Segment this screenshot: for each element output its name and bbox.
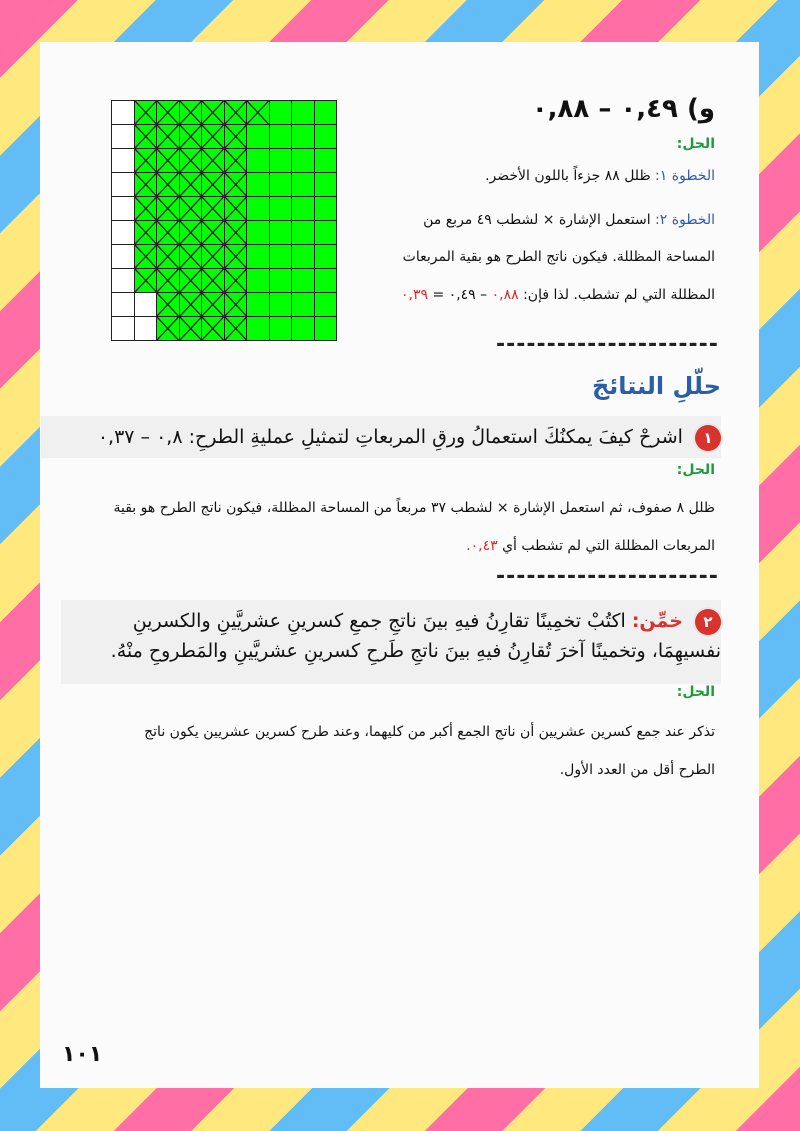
- grid-cell-crossed: [180, 173, 202, 196]
- grid-cell-shaded: [270, 245, 292, 268]
- grid-cell-crossed: [225, 173, 247, 196]
- grid-cell-shaded: [247, 125, 269, 148]
- grid-cell-crossed: [202, 221, 224, 244]
- grid-cell-shaded: [270, 125, 292, 148]
- textbook-page: [40, 42, 759, 1088]
- question-1-text: اشرحْ كيفَ يمكنُكَ استعمالُ ورقِ المربعاتِ لتمثيلِ عمليةِ الطرحِ: ٠,٨ – ٠,٣٧: [97, 426, 683, 448]
- dashed-divider-2: ----------------------: [496, 564, 719, 589]
- grid-cell-crossed: [135, 245, 157, 268]
- q1-solution-label: الحل:: [676, 462, 715, 478]
- grid-cell-crossed: [247, 101, 269, 124]
- q1-answer-line2: [466, 536, 715, 556]
- grid-cell-shaded: [292, 221, 314, 244]
- grid-cell-crossed: [135, 197, 157, 220]
- grid-cell-shaded: [315, 221, 337, 244]
- grid-cell-crossed: [202, 269, 224, 292]
- solution-label: الحل:: [676, 136, 715, 152]
- grid-cell-shaded: [315, 101, 337, 124]
- step2-line1: [423, 210, 715, 230]
- grid-cell-crossed: [180, 101, 202, 124]
- grid-cell-crossed: [225, 125, 247, 148]
- grid-cell-crossed: [157, 245, 179, 268]
- grid-cell-shaded: [315, 293, 337, 316]
- grid-cell-crossed: [135, 149, 157, 172]
- grid-cell-shaded: [292, 293, 314, 316]
- guess-label: خمِّن:: [631, 610, 683, 632]
- grid-cell-empty: [112, 149, 134, 172]
- page-number: ١٠١: [62, 1042, 103, 1067]
- grid-cell-crossed: [202, 101, 224, 124]
- grid-cell-shaded: [315, 125, 337, 148]
- grid-cell-shaded: [247, 149, 269, 172]
- grid-cell-crossed: [135, 221, 157, 244]
- grid-cell-shaded: [247, 221, 269, 244]
- grid-cell-crossed: [225, 197, 247, 220]
- step2-line3: [401, 285, 715, 305]
- grid-cell-crossed: [202, 197, 224, 220]
- dashed-divider-1: ----------------------: [496, 332, 719, 357]
- grid-cell-shaded: [315, 317, 337, 340]
- grid-cell-shaded: [270, 317, 292, 340]
- grid-cell-crossed: [135, 101, 157, 124]
- grid-cell-shaded: [270, 293, 292, 316]
- grid-cell-crossed: [225, 293, 247, 316]
- question-2-text-line2: نفسيهِمَا، وتخمينًا آخرَ تُقارِنُ فيهِ بينَ ناتجِ طَرحِ كسرينِ عشريَّينِ والمَطروحِ منْهُ.: [110, 640, 721, 662]
- grid-cell-crossed: [180, 317, 202, 340]
- grid-cell-shaded: [270, 197, 292, 220]
- grid-cell-shaded: [292, 149, 314, 172]
- grid-cell-shaded: [315, 149, 337, 172]
- grid-cell-crossed: [202, 149, 224, 172]
- q2-answer-line1: تذكر عند جمع كسرين عشريين أن ناتج الجمع أكبر من كليهما، وعند طرح كسرين عشريين يكون ناتج: [144, 724, 715, 740]
- grid-cell-shaded: [315, 173, 337, 196]
- grid-cell-crossed: [180, 149, 202, 172]
- grid-cell-shaded: [270, 221, 292, 244]
- step1-label: الخطوة ١:: [655, 168, 715, 184]
- grid-cell-crossed: [180, 197, 202, 220]
- grid-cell-crossed: [157, 197, 179, 220]
- grid-cell-crossed: [225, 101, 247, 124]
- grid-cell-empty: [135, 293, 157, 316]
- step2-eq-result: ٠,٣٩: [401, 287, 429, 303]
- step2-eq-a: ٠,٨٨: [491, 287, 519, 303]
- step1-line: [485, 166, 715, 186]
- grid-cell-shaded: [292, 101, 314, 124]
- grid-cell-crossed: [157, 125, 179, 148]
- grid-cell-crossed: [180, 125, 202, 148]
- grid-cell-crossed: [202, 125, 224, 148]
- grid-cell-crossed: [225, 149, 247, 172]
- hundred-square-grid: [111, 100, 337, 341]
- grid-cell-shaded: [247, 293, 269, 316]
- grid-cell-crossed: [202, 245, 224, 268]
- grid-cell-shaded: [247, 197, 269, 220]
- grid-cell-empty: [135, 317, 157, 340]
- grid-cell-crossed: [180, 221, 202, 244]
- q1-answer-prefix: المربعات المظللة التي لم تشطب أي: [502, 538, 715, 554]
- question-1-box: [41, 416, 721, 458]
- grid-cell-crossed: [157, 269, 179, 292]
- grid-cell-shaded: [292, 197, 314, 220]
- grid-cell-empty: [112, 197, 134, 220]
- grid-cell-empty: [112, 317, 134, 340]
- grid-cell-empty: [112, 293, 134, 316]
- question-1-number: ١: [695, 425, 721, 451]
- step2-label: الخطوة ٢:: [655, 212, 715, 228]
- grid-cell-crossed: [157, 149, 179, 172]
- grid-cell-crossed: [135, 269, 157, 292]
- step2-line2: المساحة المظللة. فيكون ناتج الطرح هو بقية المربعات: [402, 249, 715, 265]
- question-2-number: ٢: [695, 609, 721, 635]
- grid-cell-empty: [112, 269, 134, 292]
- grid-cell-shaded: [247, 269, 269, 292]
- grid-cell-shaded: [270, 149, 292, 172]
- grid-cell-crossed: [202, 173, 224, 196]
- grid-cell-empty: [112, 125, 134, 148]
- grid-cell-shaded: [247, 173, 269, 196]
- grid-cell-shaded: [292, 125, 314, 148]
- step2-eq-mid: – ٠,٤٩ =: [432, 287, 488, 303]
- grid-cell-crossed: [202, 317, 224, 340]
- grid-cell-crossed: [180, 293, 202, 316]
- grid-cell-crossed: [225, 317, 247, 340]
- grid-cell-crossed: [135, 125, 157, 148]
- step1-text: ظلل ٨٨ جزءاً باللون الأخضر.: [485, 168, 651, 184]
- q2-solution-label: الحل:: [676, 684, 715, 700]
- grid-cell-shaded: [315, 197, 337, 220]
- grid-cell-shaded: [247, 317, 269, 340]
- grid-cell-crossed: [157, 293, 179, 316]
- grid-cell-crossed: [135, 173, 157, 196]
- grid-cell-shaded: [270, 269, 292, 292]
- exercise-heading: [532, 94, 715, 124]
- grid-cell-shaded: [292, 173, 314, 196]
- q1-answer-line1: ظلل ٨ صفوف، ثم استعمل الإشارة × لشطب ٣٧ مربعاً من المساحة المظللة، فيكون ناتج الطرح هو بقية: [113, 500, 715, 516]
- grid-cell-crossed: [180, 245, 202, 268]
- grid-cell-shaded: [292, 317, 314, 340]
- grid-cell-empty: [112, 101, 134, 124]
- grid-cell-crossed: [157, 173, 179, 196]
- grid-cell-crossed: [157, 221, 179, 244]
- q1-answer-value: ٠,٤٣.: [466, 538, 498, 554]
- question-2-box: [61, 600, 721, 684]
- grid-cell-crossed: [225, 245, 247, 268]
- grid-cell-crossed: [180, 269, 202, 292]
- grid-cell-shaded: [315, 245, 337, 268]
- grid-cell-empty: [112, 221, 134, 244]
- grid-cell-crossed: [157, 317, 179, 340]
- question-2-text-line1: اكتُبْ تخمِينًا تقارِنُ فيهِ بينَ ناتجِ جمعِ كسرينِ عشريَّينِ والكسرينِ: [132, 610, 626, 632]
- grid-cell-empty: [112, 173, 134, 196]
- grid-cell-shaded: [247, 245, 269, 268]
- section-title: حلّلِ النتائجَ: [591, 372, 721, 400]
- step2-text-1: استعمل الإشارة × لشطب ٤٩ مربع من: [423, 212, 651, 228]
- grid-cell-crossed: [202, 293, 224, 316]
- step2-line3-prefix: المظللة التي لم تشطب. لذا فإن:: [523, 287, 715, 303]
- exercise-equation: ٠,٤٩ – ٠,٨٨: [531, 94, 678, 124]
- grid-cell-crossed: [225, 269, 247, 292]
- grid-cell-shaded: [270, 173, 292, 196]
- q2-answer-line2: الطرح أقل من العدد الأول.: [559, 762, 715, 778]
- grid-cell-shaded: [270, 101, 292, 124]
- grid-cell-crossed: [157, 101, 179, 124]
- grid-cell-shaded: [315, 269, 337, 292]
- grid-cell-shaded: [292, 245, 314, 268]
- grid-cell-crossed: [225, 221, 247, 244]
- part-label: و): [686, 94, 715, 124]
- grid-cell-shaded: [292, 269, 314, 292]
- grid-cell-empty: [112, 245, 134, 268]
